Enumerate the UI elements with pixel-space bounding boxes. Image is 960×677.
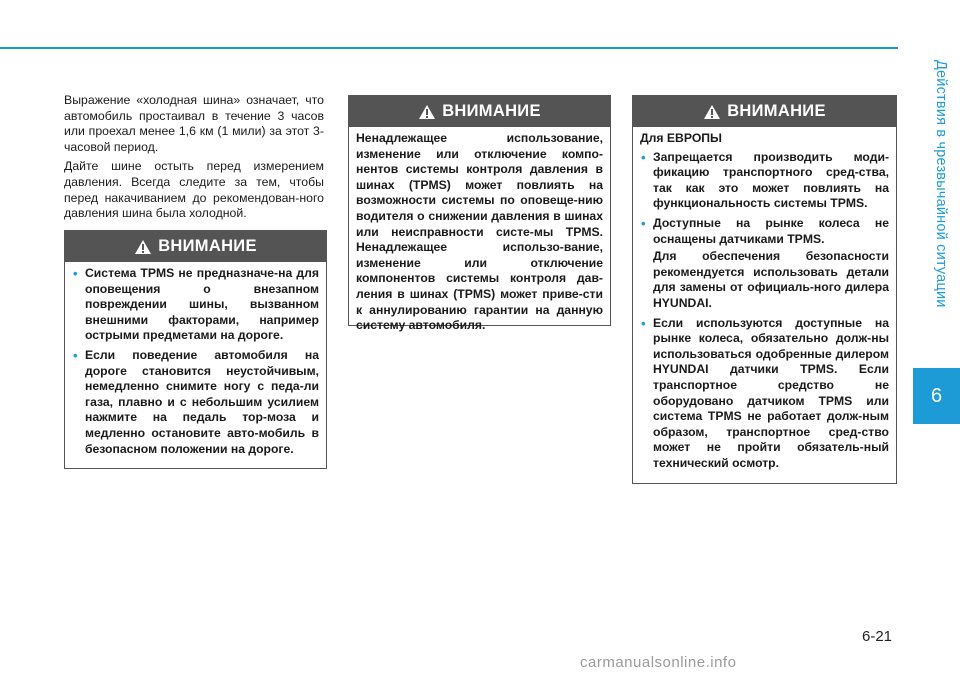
warning-box-europe	[632, 95, 897, 484]
warning-triangle-icon	[134, 239, 152, 255]
header-rule	[0, 47, 898, 49]
bullet-text: Система TPMS не предназначе-на для оповещения о внезапном повреждении шины, вызванном внешними факторами, например острыми предметами на дороге.	[85, 266, 319, 343]
warning-bullet	[640, 316, 889, 472]
warning-bullet	[72, 348, 319, 457]
intro-paragraph: Дайте шине остыть перед измерением давления. Всегда следите за тем, чтобы перед накачиванием до рекомендован-ного давления шина была холодной.	[64, 159, 324, 221]
bullet-icon: •	[641, 215, 646, 231]
warning-text: Ненадлежащее использование, изменение или отключение компо-нентов системы контроля давления в шинах (TPMS) может повлиять на возможности системы по оповеще-нию водителя о снижении давления в шинах или неисправности систе-мы TPMS. Ненадлежащее использо-вание, изменение или отключение компонентов системы контроля дав-ления в шинах (TPMS) может приве-сти к аннулированию гарантии на данную систему автомобиля.	[356, 131, 603, 333]
intro-paragraph: Выражение «холодная шина» означает, что автомобиль простаивал в течение 3 часов или проехал менее 1,6 км (1 мили) за этот 3-часовой период.	[64, 93, 324, 154]
bullet-text: Если поведение автомобиля на дороге становится неустойчивым, немедленно снимите ногу с педа-ли газа, плавно и с небольшим усилием нажмите на педаль тор-моза и медленно остановите авто-мобиль в безопасном положении на дороге.	[85, 347, 319, 456]
bullet-icon: •	[641, 149, 646, 165]
bullet-text: Если используются доступные на рынке колеса, обязательно долж-ны использоваться одобренные дилером HYUNDAI датчики TPMS. Если транспортное средство не оборудовано датчиком TPMS или система TPMS не работает долж-ным образом, транспортное сред-ство может не пройти обязатель-ный технический осмотр.	[653, 315, 889, 470]
warning-header	[65, 231, 326, 262]
warning-title: ВНИМАНИЕ	[727, 102, 826, 120]
intro-text	[64, 93, 324, 226]
watermark: carmanualsonline.info	[580, 654, 737, 671]
bullet-icon: •	[73, 266, 78, 281]
bullet-text: Запрещается производить моди-фикацию транспортного сред-ства, так как это может повлиять на функциональность системы TPMS.	[653, 149, 889, 211]
bullet-text: Доступные на рынке колеса не оснащены датчиками TPMS.	[653, 215, 889, 246]
warning-title: ВНИМАНИЕ	[442, 102, 541, 120]
chapter-number: 6	[930, 384, 943, 407]
warning-sub-paragraph: Для обеспечения безопасности рекомендуется использовать детали для замены от официаль-ного дилера HYUNDAI.	[653, 249, 889, 310]
warning-header	[633, 96, 896, 127]
page-number: 6-21	[862, 628, 893, 645]
chapter-tab[interactable]	[913, 368, 960, 424]
warning-triangle-icon	[703, 104, 721, 120]
warning-box-tpms-modification	[348, 95, 611, 333]
chapter-title: Действия в чрезвычайной ситуации	[933, 60, 949, 308]
warning-triangle-icon	[418, 104, 436, 120]
bullet-icon: •	[73, 347, 78, 363]
warning-bullet	[640, 150, 889, 212]
warning-box-tpms-limits	[64, 230, 327, 469]
warning-header	[349, 96, 610, 127]
warning-bullet	[640, 216, 889, 247]
bullet-icon: •	[641, 315, 646, 331]
warning-title: ВНИМАНИЕ	[158, 237, 257, 255]
warning-region-heading: Для ЕВРОПЫ	[640, 131, 722, 145]
warning-bullet	[72, 266, 319, 344]
